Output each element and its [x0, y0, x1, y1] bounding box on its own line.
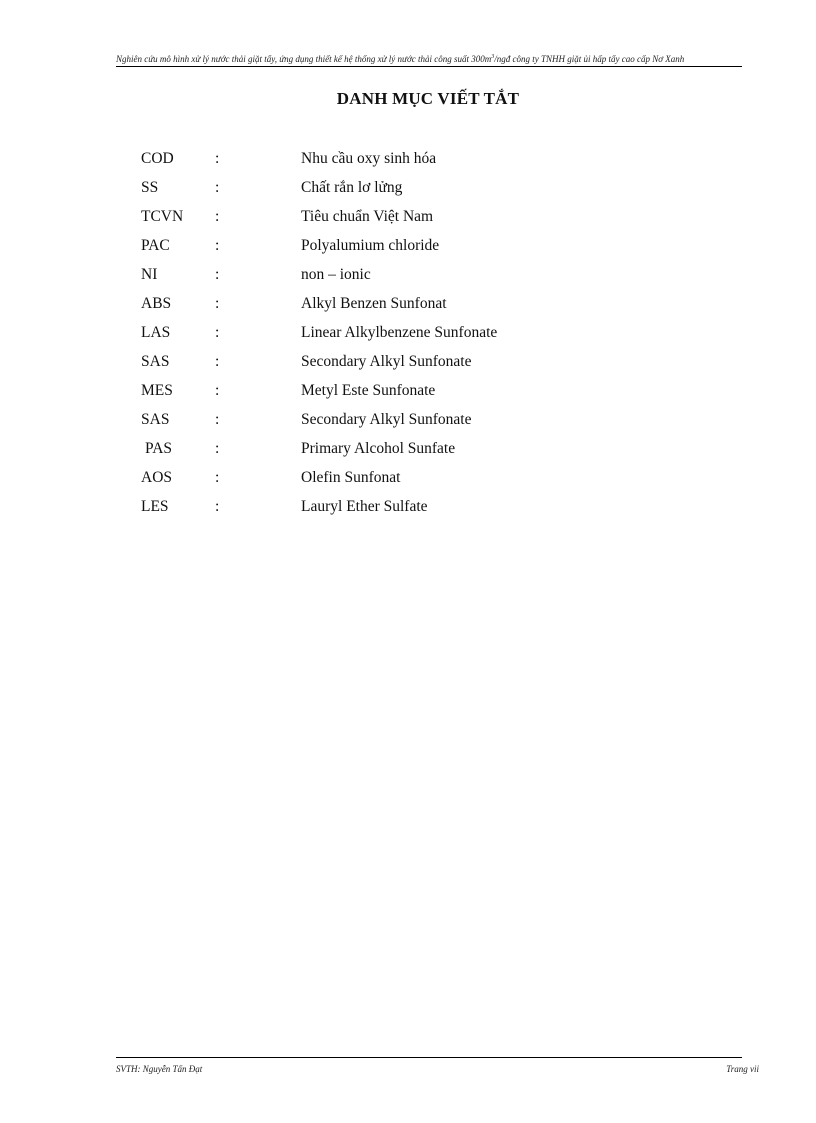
list-item: [140, 263, 640, 292]
abbreviation-meaning: Primary Alcohol Sunfate: [301, 440, 456, 457]
abbreviation-code: SS: [141, 179, 159, 196]
abbreviation-code: NI: [141, 266, 158, 283]
abbreviation-meaning: non – ionic: [301, 266, 371, 283]
list-item: [140, 176, 640, 205]
separator: :: [215, 150, 220, 167]
abbreviation-meaning: Secondary Alkyl Sunfonate: [301, 353, 472, 370]
separator: :: [215, 237, 220, 254]
list-item: [140, 147, 640, 176]
abbreviation-meaning: Lauryl Ether Sulfate: [301, 498, 428, 515]
abbreviation-code: COD: [141, 150, 174, 167]
abbreviation-meaning: Tiêu chuẩn Việt Nam: [301, 208, 434, 225]
separator: :: [215, 295, 220, 312]
abbreviation-code: PAS: [145, 440, 173, 457]
abbreviation-code: LES: [141, 498, 169, 515]
abbreviation-meaning: Nhu cầu oxy sinh hóa: [301, 150, 437, 167]
abbreviation-meaning: Linear Alkylbenzene Sunfonate: [301, 324, 498, 341]
running-header: [116, 53, 742, 67]
list-item: [140, 495, 640, 524]
abbreviation-code: LAS: [141, 324, 171, 341]
header-superscript: 3: [491, 54, 495, 60]
list-item: [140, 234, 640, 263]
list-item: [140, 321, 640, 350]
abbreviation-meaning: Polyalumium chloride: [301, 237, 440, 254]
separator: :: [215, 324, 220, 341]
footer-author: SVTH: Nguyễn Tấn Đạt: [116, 1064, 203, 1074]
separator: :: [215, 353, 220, 370]
abbreviation-code: PAC: [141, 237, 170, 254]
page-number: Trang vii: [726, 1064, 759, 1074]
list-item: [140, 205, 640, 234]
list-item: [140, 466, 640, 495]
footer-divider: [116, 1057, 742, 1058]
abbreviation-list: [140, 147, 640, 524]
abbreviation-meaning: Metyl Este Sunfonate: [301, 382, 436, 399]
abbreviation-meaning: Alkyl Benzen Sunfonat: [301, 295, 447, 312]
separator: :: [215, 179, 220, 196]
abbreviation-meaning: Olefin Sunfonat: [301, 469, 401, 486]
separator: :: [215, 498, 220, 515]
header-text-before: Nghiên cứu mô hình xử lý nước thải giặt tẩy, ứng dụng thiết kế hệ thống xử lý nước thải công suất 300m: [116, 54, 492, 64]
abbreviation-code: AOS: [141, 469, 173, 486]
list-item: [140, 292, 640, 321]
list-item: [140, 437, 640, 466]
abbreviation-code: SAS: [141, 353, 170, 370]
separator: :: [215, 469, 220, 486]
list-item: [140, 379, 640, 408]
separator: :: [215, 440, 220, 457]
separator: :: [215, 208, 220, 225]
separator: :: [215, 382, 220, 399]
abbreviation-code: ABS: [141, 295, 172, 312]
abbreviation-code: MES: [141, 382, 173, 399]
list-item: [140, 408, 640, 437]
abbreviation-code: SAS: [141, 411, 170, 428]
abbreviation-code: TCVN: [141, 208, 184, 225]
header-text-after: /ngđ công ty TNHH giặt ủi hấp tẩy cao cấp Nơ Xanh: [494, 54, 685, 64]
separator: :: [215, 411, 220, 428]
abbreviation-meaning: Chất rắn lơ lửng: [301, 179, 403, 196]
abbreviation-meaning: Secondary Alkyl Sunfonate: [301, 411, 472, 428]
list-item: [140, 350, 640, 379]
separator: :: [215, 266, 220, 283]
page-title: DANH MỤC VIẾT TẮT: [336, 89, 520, 108]
